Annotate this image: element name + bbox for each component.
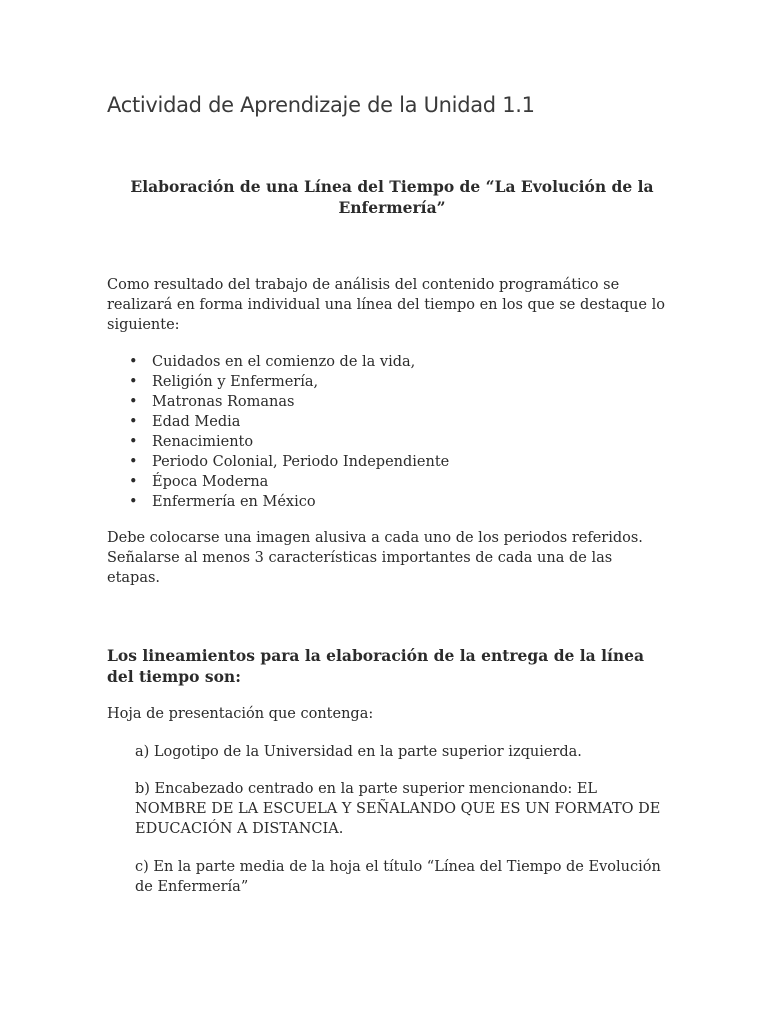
cover-item-c: c) En la parte media de la hoja el título “Línea del Tiempo de Evolución de Enfermería” [135, 859, 661, 895]
topic-text: Época Moderna [152, 474, 269, 490]
topic-text: Cuidados en el comienzo de la vida, [152, 354, 416, 370]
cover-item-a: a) Logotipo de la Universidad en la parte superior izquierda. [135, 744, 582, 760]
guidelines-heading: Los lineamientos para la elaboración de la entrega de la línea del tiempo son: [107, 646, 645, 686]
bullet-icon: • [129, 414, 138, 430]
list-item [107, 372, 667, 392]
bullet-icon: • [129, 474, 138, 490]
list-item [107, 472, 667, 492]
cover-intro-paragraph: Hoja de presentación que contenga: [107, 706, 374, 722]
bullet-icon: • [129, 374, 138, 390]
topic-text: Renacimiento [152, 434, 254, 450]
image-requirement-paragraph: Debe colocarse una imagen alusiva a cada uno de los periodos referidos. Señalarse al menos 3 características importantes de cada una de las etapas. [107, 530, 643, 586]
document-subtitle: Elaboración de una Línea del Tiempo de “La Evolución de la Enfermería” [130, 177, 654, 217]
list-item [107, 412, 667, 432]
bullet-icon: • [129, 434, 138, 450]
topic-text: Edad Media [152, 414, 241, 430]
document-title: Actividad de Aprendizaje de la Unidad 1.1 [107, 93, 535, 117]
topics-list [107, 352, 667, 512]
list-item [107, 492, 667, 512]
bullet-icon: • [129, 454, 138, 470]
list-item [107, 352, 667, 372]
bullet-icon: • [129, 394, 138, 410]
topic-text: Religión y Enfermería, [152, 374, 319, 390]
topic-text: Enfermería en México [152, 494, 316, 510]
intro-paragraph: Como resultado del trabajo de análisis del contenido programático se realizará en forma individual una línea del tiempo en los que se destaque lo siguiente: [107, 277, 665, 333]
list-item [107, 392, 667, 412]
cover-item-b: b) Encabezado centrado en la parte superior mencionando: EL NOMBRE DE LA ESCUELA Y SEÑALANDO QUE ES UN FORMATO DE EDUCACIÓN A DISTANCIA. [135, 781, 661, 837]
topic-text: Periodo Colonial, Periodo Independiente [152, 454, 450, 470]
bullet-icon: • [129, 354, 138, 370]
list-item [107, 452, 667, 472]
topic-text: Matronas Romanas [152, 394, 295, 410]
bullet-icon: • [129, 494, 138, 510]
list-item [107, 432, 667, 452]
